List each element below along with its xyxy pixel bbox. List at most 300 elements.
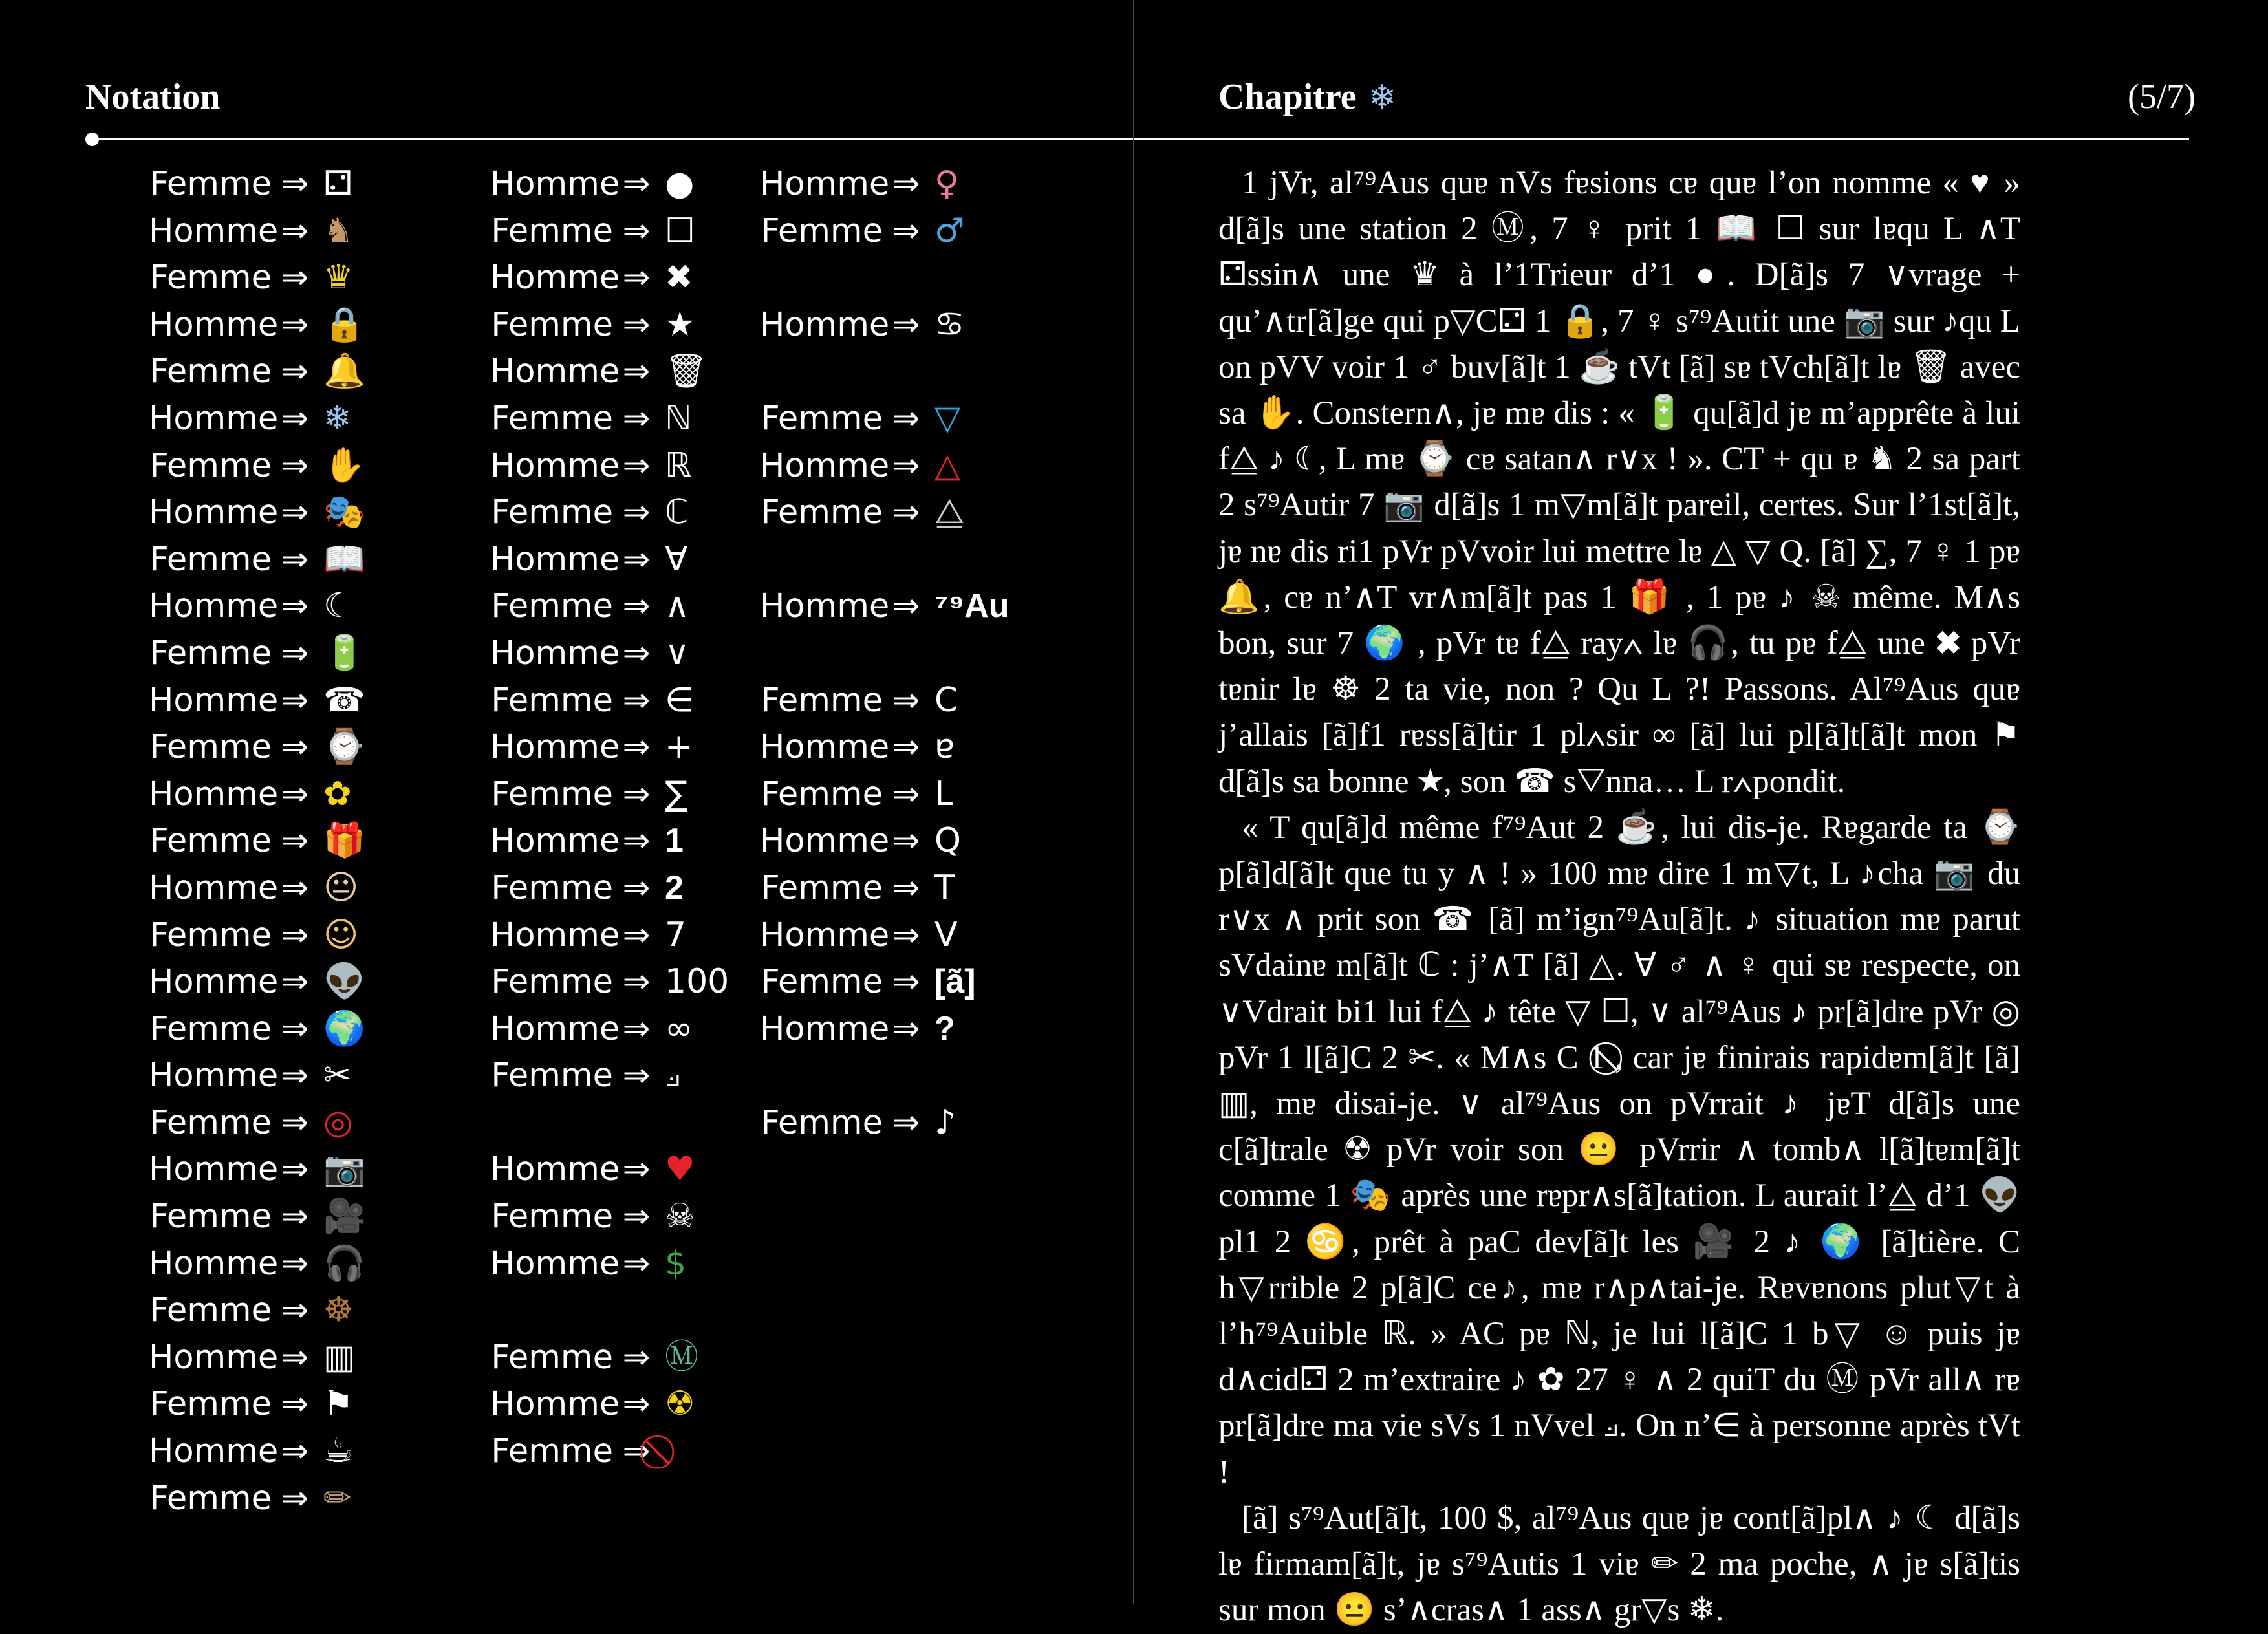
arrow-icon: ⇒ bbox=[281, 634, 309, 672]
legend-entry bbox=[760, 395, 1009, 442]
legend-symbol-icon: ∈ bbox=[665, 680, 695, 720]
legend-word: Femme bbox=[491, 868, 613, 907]
legend-symbol-icon: △ bbox=[934, 446, 960, 485]
legend-word: Femme bbox=[761, 681, 883, 720]
legend-symbol-icon: 2 bbox=[665, 868, 684, 907]
arrow-icon: ⇒ bbox=[892, 681, 920, 720]
arrow-icon: ⇒ bbox=[622, 399, 651, 438]
legend-symbol-icon: ☐ bbox=[665, 211, 695, 250]
arrow-icon: ⇒ bbox=[281, 1385, 309, 1424]
arrow-icon: ⇒ bbox=[892, 399, 920, 438]
legend-word: Femme bbox=[761, 493, 883, 532]
arrow-icon: ⇒ bbox=[622, 822, 651, 861]
legend-symbol-icon: $ bbox=[665, 1243, 687, 1283]
legend-symbol-icon: ☾ bbox=[323, 586, 354, 626]
legend-symbol-icon: 🔔 bbox=[323, 352, 365, 391]
legend-symbol-icon: [ã] bbox=[934, 963, 976, 1001]
arrow-icon: ⇒ bbox=[281, 681, 309, 720]
legend-symbol-icon: ☕ bbox=[323, 1432, 354, 1471]
legend-gap bbox=[760, 348, 1009, 395]
legend-entry bbox=[149, 630, 365, 677]
legend-word: Femme bbox=[761, 1103, 883, 1142]
legend-word: Femme bbox=[491, 587, 613, 626]
legend-symbol-icon: ♂ bbox=[934, 211, 965, 250]
legend-word: Femme bbox=[149, 822, 272, 861]
legend-symbol-icon: 🎭 bbox=[323, 493, 365, 532]
chapter-title: Chapitre bbox=[1218, 77, 1357, 117]
legend-entry bbox=[760, 865, 1009, 912]
legend-word: Homme bbox=[490, 1244, 620, 1283]
legend-gap bbox=[490, 1099, 729, 1146]
legend-symbol-icon: ♛ bbox=[323, 258, 354, 297]
legend-word: Femme bbox=[491, 399, 613, 438]
arrow-icon: ⇒ bbox=[892, 822, 920, 861]
legend-symbol-icon: 🎁 bbox=[323, 821, 365, 861]
legend-word: Femme bbox=[761, 963, 883, 1002]
legend-symbol-icon: ▥ bbox=[323, 1337, 356, 1377]
legend-word: Femme bbox=[491, 305, 613, 344]
legend-symbol-icon: ♥ bbox=[665, 1150, 695, 1189]
legend-entry bbox=[760, 912, 1009, 959]
legend-symbol-icon: 7 bbox=[665, 915, 687, 954]
legend-entry bbox=[490, 1381, 729, 1428]
paragraph-3: [ã] s⁷⁹Aut[ã]t, 100 $, al⁷⁹Aus quɐ jɐ cont[ã]pl∧ ♪ ☾ d[ã]s lɐ firmam[ã]t, jɐ s⁷⁹Autis 1 viɐ ✏ 2 ma poche, ∧ jɐ s[ã]tis sur mon 😐 s’∧cras∧ 1 ass∧ gr▽s ❄. bbox=[1218, 1500, 2020, 1629]
arrow-icon: ⇒ bbox=[892, 211, 920, 250]
legend-entry bbox=[760, 301, 1009, 349]
arrow-icon: ⇒ bbox=[281, 1057, 309, 1095]
legend-word: Femme bbox=[149, 259, 272, 297]
legend-entry bbox=[490, 1240, 729, 1287]
legend-word: Homme bbox=[490, 728, 620, 767]
legend-word: Homme bbox=[490, 446, 620, 485]
legend-word: Femme bbox=[491, 681, 613, 720]
legend-symbol-icon: ♀ bbox=[934, 164, 960, 203]
legend-entry bbox=[149, 536, 365, 583]
arrow-icon: ⇒ bbox=[281, 916, 309, 954]
arrow-icon: ⇒ bbox=[281, 963, 309, 1002]
legend-entry bbox=[149, 1287, 365, 1334]
arrow-icon: ⇒ bbox=[281, 493, 309, 532]
right-page bbox=[1134, 0, 2268, 1629]
arrow-icon: ⇒ bbox=[892, 868, 920, 907]
legend-word: Homme bbox=[760, 1009, 890, 1048]
legend-entry bbox=[490, 1146, 729, 1193]
arrow-icon: ⇒ bbox=[892, 1103, 920, 1142]
arrow-icon: ⇒ bbox=[622, 211, 651, 250]
legend-word: Femme bbox=[149, 352, 272, 391]
arrow-icon: ⇒ bbox=[892, 446, 920, 485]
legend-symbol-icon: ☺ bbox=[323, 915, 359, 954]
legend-entry bbox=[490, 677, 729, 724]
arrow-icon: ⇒ bbox=[281, 259, 309, 297]
arrow-icon: ⇒ bbox=[892, 916, 920, 954]
arrow-icon: ⇒ bbox=[622, 634, 651, 672]
legend-symbol-icon: ☸ bbox=[323, 1291, 354, 1330]
legend-symbol-icon: V bbox=[934, 915, 958, 954]
arrow-icon: ⇒ bbox=[892, 775, 920, 813]
arrow-icon: ⇒ bbox=[622, 1385, 651, 1424]
legend-symbol-icon: 👽 bbox=[323, 962, 365, 1002]
legend-word: Homme bbox=[760, 446, 890, 485]
legend-entry bbox=[490, 630, 729, 677]
legend-entry bbox=[149, 724, 365, 771]
legend-entry bbox=[149, 395, 365, 442]
legend-entry bbox=[490, 254, 729, 301]
legend-entry bbox=[149, 1099, 365, 1146]
legend-word: Femme bbox=[491, 493, 613, 532]
legend-word: Femme bbox=[491, 211, 613, 250]
legend-word: Homme bbox=[490, 822, 620, 861]
legend-symbol-icon: ◎ bbox=[323, 1102, 353, 1142]
legend-entry bbox=[760, 677, 1009, 724]
arrow-icon: ⇒ bbox=[622, 775, 651, 813]
legend-entry bbox=[149, 865, 365, 912]
legend-symbol-icon: Ⓜ bbox=[665, 1337, 699, 1377]
legend-entry bbox=[149, 1193, 365, 1240]
arrow-icon: ⇒ bbox=[281, 352, 309, 391]
legend-entry bbox=[490, 301, 729, 349]
legend-symbol-icon: C bbox=[934, 680, 958, 720]
legend-symbol-icon: ★ bbox=[665, 305, 695, 344]
legend-entry bbox=[490, 208, 729, 255]
arrow-icon: ⇒ bbox=[281, 1479, 309, 1518]
legend-symbol-icon: ● bbox=[665, 164, 695, 203]
legend-entry bbox=[149, 771, 365, 818]
legend-symbol-icon: ∧ bbox=[665, 586, 690, 626]
legend-entry bbox=[760, 958, 1009, 1005]
legend-symbol-icon: ☠ bbox=[665, 1197, 695, 1236]
legend-word: Femme bbox=[149, 634, 272, 672]
legend-entry bbox=[149, 1052, 365, 1099]
legend-word: Homme bbox=[149, 963, 279, 1002]
legend-symbol-icon: 😐 bbox=[323, 868, 359, 907]
legend-symbol-icon: ✂ bbox=[323, 1056, 352, 1095]
legend-word: Homme bbox=[149, 493, 279, 532]
legend-entry bbox=[490, 348, 729, 395]
legend-symbol-icon: ⚁ bbox=[323, 164, 353, 203]
arrow-icon: ⇒ bbox=[622, 1432, 651, 1471]
legend-entry bbox=[490, 395, 729, 442]
legend-symbol-icon bbox=[660, 1428, 704, 1475]
legend-gap bbox=[760, 254, 1009, 301]
arrow-icon: ⇒ bbox=[622, 1009, 651, 1048]
legend-entry bbox=[149, 301, 365, 349]
legend-entry bbox=[490, 817, 729, 865]
arrow-icon: ⇒ bbox=[622, 1057, 651, 1095]
legend-entry bbox=[490, 912, 729, 959]
legend-symbol-icon: ✋ bbox=[323, 446, 365, 485]
legend-entry bbox=[149, 442, 365, 489]
legend-symbol-icon: 100 bbox=[665, 962, 729, 1002]
legend-word: Homme bbox=[149, 681, 279, 720]
legend-entry bbox=[149, 1334, 365, 1381]
legend-entry bbox=[490, 536, 729, 583]
legend-entry bbox=[490, 1005, 729, 1053]
legend-symbol-icon: ⧋ bbox=[934, 493, 965, 532]
legend-symbol-icon: 🗑 bbox=[665, 352, 708, 391]
arrow-icon: ⇒ bbox=[281, 446, 309, 485]
legend-symbol-icon: 🎧 bbox=[323, 1243, 365, 1283]
legend-entry bbox=[149, 160, 365, 208]
legend-entry bbox=[149, 489, 365, 536]
legend-word: Homme bbox=[490, 540, 620, 579]
legend-word: Homme bbox=[760, 822, 890, 861]
legend-word: Femme bbox=[149, 1385, 272, 1424]
legend-entry bbox=[760, 817, 1009, 865]
header-rule-left bbox=[92, 138, 1133, 140]
legend-column-2 bbox=[490, 160, 729, 1475]
legend-entry bbox=[149, 677, 365, 724]
legend-entry bbox=[760, 208, 1009, 255]
arrow-icon: ⇒ bbox=[281, 1103, 309, 1142]
legend-entry bbox=[760, 1005, 1009, 1053]
legend-symbol-icon: ⌚ bbox=[323, 727, 365, 767]
legend-word: Homme bbox=[149, 1057, 279, 1095]
legend-symbol-icon: ⚑ bbox=[323, 1384, 354, 1424]
arrow-icon: ⇒ bbox=[622, 728, 651, 767]
arrow-icon: ⇒ bbox=[622, 540, 651, 579]
legend-symbol-icon: 📖 bbox=[323, 539, 365, 579]
legend-word: Homme bbox=[149, 587, 279, 626]
legend-symbol-icon: ∨ bbox=[665, 633, 690, 672]
header-rule-right bbox=[1134, 138, 2189, 140]
legend-entry bbox=[760, 724, 1009, 771]
legend-word: Femme bbox=[491, 1198, 613, 1236]
legend-word: Homme bbox=[149, 1432, 279, 1471]
legend-symbol-icon: ℝ bbox=[665, 446, 692, 485]
legend-word: Homme bbox=[149, 775, 279, 813]
legend-entry bbox=[149, 1428, 365, 1475]
legend-entry bbox=[149, 348, 365, 395]
legend-symbol-icon: ? bbox=[934, 1009, 955, 1048]
legend-word: Femme bbox=[491, 1338, 613, 1377]
legend-word: Homme bbox=[490, 165, 620, 203]
legend-symbol-icon: 1 bbox=[665, 822, 684, 860]
legend-word: Femme bbox=[149, 446, 272, 485]
legend-word: Femme bbox=[149, 1009, 272, 1048]
legend-entry bbox=[149, 583, 365, 630]
legend-word: Femme bbox=[761, 211, 883, 250]
legend-word: Homme bbox=[490, 352, 620, 391]
legend-word: Homme bbox=[490, 1385, 620, 1424]
legend-word: Homme bbox=[149, 1244, 279, 1283]
chapter-body bbox=[1218, 160, 2020, 1634]
arrow-icon: ⇒ bbox=[892, 728, 920, 767]
arrow-icon: ⇒ bbox=[622, 1338, 651, 1377]
legend-word: Homme bbox=[490, 1009, 620, 1048]
legend-word: Femme bbox=[149, 540, 272, 579]
arrow-icon: ⇒ bbox=[281, 587, 309, 626]
legend-symbol-icon: ☎ bbox=[323, 680, 365, 720]
legend-word: Femme bbox=[149, 728, 272, 767]
arrow-icon: ⇒ bbox=[281, 211, 309, 250]
legend-word: Femme bbox=[149, 165, 272, 203]
legend-entry bbox=[149, 254, 365, 301]
legend-gap bbox=[760, 536, 1009, 583]
legend-entry bbox=[149, 817, 365, 865]
arrow-icon: ⇒ bbox=[281, 868, 309, 907]
arrow-icon: ⇒ bbox=[281, 165, 309, 203]
legend-entry bbox=[149, 1475, 365, 1522]
legend-entry bbox=[149, 1381, 365, 1428]
legend-symbol-icon: ∑ bbox=[665, 774, 688, 813]
legend-gap bbox=[490, 1287, 729, 1334]
legend-word: Homme bbox=[149, 1150, 279, 1189]
arrow-icon: ⇒ bbox=[281, 1432, 309, 1471]
legend-symbol-icon: ❄ bbox=[323, 398, 352, 438]
arrow-icon: ⇒ bbox=[622, 305, 651, 344]
arrow-icon: ⇒ bbox=[622, 916, 651, 954]
legend-word: Homme bbox=[149, 211, 279, 250]
legend-entry bbox=[149, 912, 365, 959]
running-head-chapitre bbox=[1218, 76, 1396, 118]
legend-entry bbox=[490, 771, 729, 818]
arrow-icon: ⇒ bbox=[281, 728, 309, 767]
arrow-icon: ⇒ bbox=[622, 868, 651, 907]
legend-entry bbox=[760, 160, 1009, 208]
arrow-icon: ⇒ bbox=[281, 399, 309, 438]
legend-symbol-icon: ℕ bbox=[665, 398, 692, 438]
legend-entry bbox=[760, 583, 1009, 630]
legend-column-1 bbox=[149, 160, 365, 1521]
legend-entry bbox=[760, 771, 1009, 818]
paragraph-2: « T qu[ã]d même f⁷⁹Aut 2 ☕, lui dis-je. Rɐgarde ta ⌚ p[ã]d[ã]t que tu y ∧ ! » 100 mɐ dire 1 m▽t, L ♪cha 📷 du r∨x ∧ prit son ☎ [ã] m’ign⁷⁹Au[ã]t. ♪ situation mɐ parut sVdainɐ m[ã]t ℂ : j’∧T [ã] △. ∀ ♂ ∧ ♀ qui sɐ respecte, on ∨Vdrait bi1 lui f⧋ ♪ tête ▽ ☐, ∨ al⁷⁹Aus ♪ pr[ã]dre pVr ◎ pVr 1 l[ã]C 2 ✂. « M∧s C 1 ⃠, car jɐ finirais rapidɐm[ã]t [ã] ▥, mɐ disai-je. ∨ al⁷⁹Aus on pVrrait ♪ jɐT d[ã]s une c[ã]trale ☢ pVr voir son 😐 pVrrir ∧ tomb∧ l[ã]tɐm[ã]t comme 1 🎭 après une rɐpr∧s[ã]tation. L aurait l’⧋ d’1 👽 pl1 2 ♋, prêt à paC dev[ã]t les 🎥 2 ♪ 🌍 [ã]tière. C h▽rrible 2 p[ã]C ce♪, mɐ r∧p∧tai-je. Rɐvɐnons plut▽t à l’h⁷⁹Auible ℝ. » AC pɐ ℕ, je lui l[ã]C 1 b▽ ☺ puis jɐ d∧cid⚁ 2 m’extraire ♪ ✿ 27 ♀ ∧ 2 quiT du Ⓜ pVr all∧ rɐ pr[ã]dre ma vie sVs 1 nVvel ⟓. On n’∈ à personne après tVt ! bbox=[1218, 809, 2020, 1490]
legend-word: Homme bbox=[760, 587, 890, 626]
arrow-icon: ⇒ bbox=[281, 1338, 309, 1377]
arrow-icon: ⇒ bbox=[281, 305, 309, 344]
legend-symbol-icon: T bbox=[934, 868, 955, 907]
legend-symbol-icon: + bbox=[665, 727, 693, 767]
legend-entry bbox=[490, 1334, 729, 1381]
arrow-icon: ⇒ bbox=[281, 1244, 309, 1283]
legend-entry bbox=[149, 208, 365, 255]
arrow-icon: ⇒ bbox=[281, 1198, 309, 1236]
arrow-icon: ⇒ bbox=[622, 587, 651, 626]
legend-symbol-icon: 📷 bbox=[323, 1150, 365, 1189]
legend-column-3 bbox=[760, 160, 1009, 1146]
legend-entry bbox=[490, 865, 729, 912]
legend-entry bbox=[490, 489, 729, 536]
arrow-icon: ⇒ bbox=[622, 963, 651, 1002]
legend-symbol-icon: 🔒 bbox=[323, 305, 365, 344]
legend-symbol-icon: ☢ bbox=[665, 1384, 695, 1424]
legend-word: Femme bbox=[761, 868, 883, 907]
legend-entry bbox=[490, 442, 729, 489]
legend-symbol-icon: ✏ bbox=[323, 1478, 352, 1518]
running-head-notation: Notation bbox=[85, 77, 221, 117]
arrow-icon: ⇒ bbox=[892, 493, 920, 532]
page-counter: (5/7) bbox=[2128, 77, 2196, 116]
legend-symbol-icon: Q bbox=[934, 821, 961, 861]
legend-word: Homme bbox=[490, 916, 620, 954]
legend-symbol-icon: ♞ bbox=[323, 211, 354, 250]
legend-symbol-icon: 🎥 bbox=[323, 1197, 365, 1236]
arrow-icon: ⇒ bbox=[281, 1009, 309, 1048]
legend-word: Homme bbox=[149, 868, 279, 907]
legend-symbol-icon: ɐ bbox=[934, 727, 955, 767]
legend-word: Homme bbox=[149, 305, 279, 344]
legend-word: Homme bbox=[760, 305, 890, 344]
legend-gap bbox=[760, 630, 1009, 677]
legend-entry bbox=[490, 1193, 729, 1240]
arrow-icon: ⇒ bbox=[622, 165, 651, 203]
legend-entry bbox=[490, 724, 729, 771]
arrow-icon: ⇒ bbox=[892, 165, 920, 203]
legend-word: Homme bbox=[490, 634, 620, 672]
legend-entry bbox=[149, 1240, 365, 1287]
legend-word: Homme bbox=[490, 259, 620, 297]
legend-word: Homme bbox=[490, 1150, 620, 1189]
legend-word: Femme bbox=[491, 1432, 613, 1471]
legend-word: Femme bbox=[149, 1479, 272, 1518]
arrow-icon: ⇒ bbox=[622, 681, 651, 720]
arrow-icon: ⇒ bbox=[622, 493, 651, 532]
legend-entry bbox=[760, 442, 1009, 489]
paragraph-1: 1 jVr, al⁷⁹Aus quɐ nVs fɐsions cɐ quɐ l’on nomme « ♥ » d[ã]s une station 2 Ⓜ, 7 ♀ prit 1 📖 ☐ sur lɐqu L ∧T ⚁ssin∧ une ♛ à l’1Trieur d’1 ●. D[ã]s 7 ∨vrage + qu’∧tr[ã]ge qui p▽C⚁ 1 🔒, 7 ♀ s⁷⁹Autit une 📷 sur ♪qu L on pVV voir 1 ♂ buv[ã]t 1 ☕ tVt [ã] sɐ tVch[ã]t lɐ 🗑 avec sa ✋. Constern∧, jɐ mɐ dis : « 🔋 qu[ã]d jɐ m’apprête à lui f⧋ ♪ ☾, L mɐ ⌚ cɐ satan∧ r∨x ! ». CT + qu ɐ ♞ 2 sa part 2 s⁷⁹Autir 7 📷 d[ã]s 1 m▽m[ã]t pareil, certes. Sur l’1st[ã]t, jɐ nɐ dis ri1 pVr pVvoir lui mettre lɐ △ ▽ Q. [ã] ∑, 7 ♀ 1 pɐ 🔔, cɐ n’∧T vr∧m[ã]t pas 1 🎁 , 1 pɐ ♪ ☠ même. M∧s bon, sur 7 🌍 , pVr tɐ f⧋ ray∧ lɐ 🎧, tu pɐ f⧋ une ✖ pVr tɐnir lɐ ☸ 2 ta vie, non ? Qu L ?! Passons. Al⁷⁹Aus quɐ j’allais [ã]f1 rɐss[ã]tir 1 pl∧sir ∞ [ã] lui pl[ã]t[ã]t mon ⚑ d[ã]s sa bonne ★, son ☎ s▽nna… L r∧pondit. bbox=[1218, 165, 2020, 800]
arrow-icon: ⇒ bbox=[892, 305, 920, 344]
legend-word: Femme bbox=[761, 775, 883, 813]
legend-word: Femme bbox=[491, 1057, 613, 1095]
legend-symbol-icon: ⟓ bbox=[665, 1056, 681, 1095]
legend-entry bbox=[149, 1005, 365, 1053]
snowflake-icon: ❄ bbox=[1368, 80, 1397, 116]
arrow-icon: ⇒ bbox=[892, 963, 920, 1002]
legend-symbol-icon: ⁷⁹Au bbox=[934, 587, 1010, 625]
legend-word: Femme bbox=[149, 1198, 272, 1236]
arrow-icon: ⇒ bbox=[281, 540, 309, 579]
arrow-icon: ⇒ bbox=[892, 587, 920, 626]
legend-symbol-icon: ℂ bbox=[665, 493, 689, 532]
arrow-icon: ⇒ bbox=[622, 259, 651, 297]
legend-symbol-icon: ♋ bbox=[934, 305, 965, 344]
legend-word: Homme bbox=[760, 728, 890, 767]
legend-symbol-icon: ♪ bbox=[934, 1102, 956, 1142]
legend-word: Homme bbox=[149, 399, 279, 438]
legend-word: Homme bbox=[149, 1338, 279, 1377]
arrow-icon: ⇒ bbox=[622, 1150, 651, 1189]
legend-gap bbox=[760, 1052, 1009, 1099]
arrow-icon: ⇒ bbox=[892, 1009, 920, 1048]
legend-word: Femme bbox=[491, 775, 613, 813]
legend-symbol-icon: ∀ bbox=[665, 539, 688, 579]
arrow-icon: ⇒ bbox=[281, 1291, 309, 1330]
legend-word: Homme bbox=[760, 165, 890, 203]
legend-symbol-icon: ∞ bbox=[665, 1009, 693, 1048]
legend-symbol-icon: ▽ bbox=[934, 398, 960, 438]
legend-word: Femme bbox=[491, 963, 613, 1002]
legend-entry bbox=[760, 1099, 1009, 1146]
legend-symbol-icon: 🌍 bbox=[323, 1009, 365, 1048]
legend-entry bbox=[760, 489, 1009, 536]
arrow-icon: ⇒ bbox=[622, 446, 651, 485]
legend-word: Femme bbox=[149, 916, 272, 954]
left-page bbox=[0, 0, 1133, 1604]
legend-entry bbox=[149, 958, 365, 1005]
legend-symbol-icon: ✿ bbox=[323, 774, 352, 813]
legend-symbol-icon: 🔋 bbox=[323, 633, 365, 672]
legend-word: Femme bbox=[149, 1291, 272, 1330]
legend-word: Homme bbox=[760, 916, 890, 954]
legend-entry bbox=[490, 1052, 729, 1099]
arrow-icon: ⇒ bbox=[622, 352, 651, 391]
arrow-icon: ⇒ bbox=[281, 822, 309, 861]
arrow-icon: ⇒ bbox=[281, 1150, 309, 1189]
legend-entry bbox=[490, 583, 729, 630]
legend-entry bbox=[149, 1146, 365, 1193]
legend-symbol-icon: L bbox=[934, 774, 953, 813]
legend-entry bbox=[490, 1428, 729, 1475]
arrow-icon: ⇒ bbox=[622, 1244, 651, 1283]
